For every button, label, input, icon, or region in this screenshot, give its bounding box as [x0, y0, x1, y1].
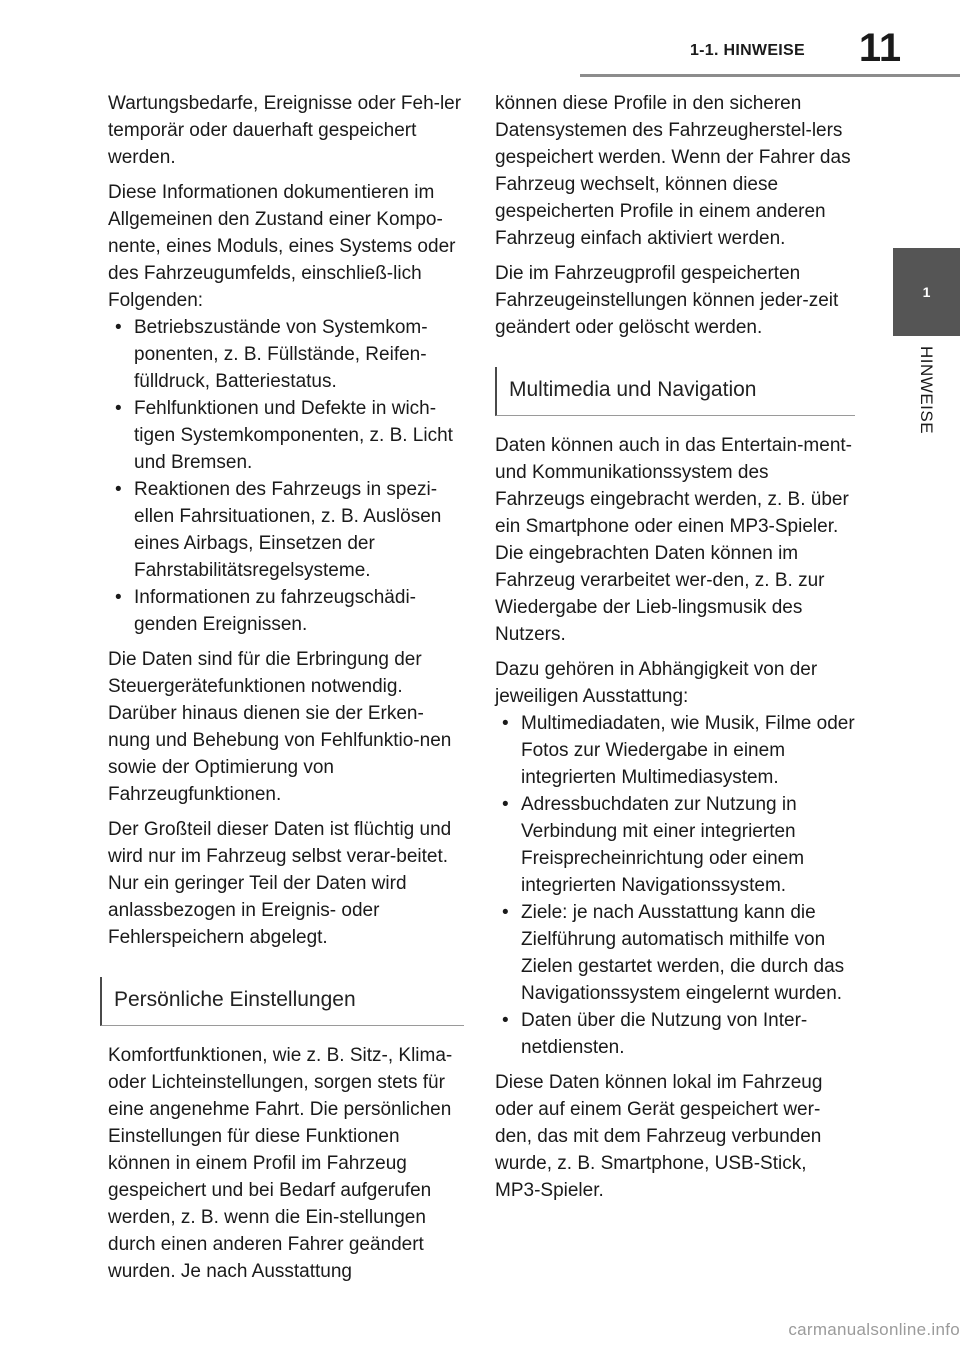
watermark: carmanualsonline.info [788, 1320, 960, 1339]
page-number: 11 [858, 26, 902, 70]
chapter-number: 1 [922, 284, 931, 300]
paragraph: Komfortfunktionen, wie z. B. Sitz-, Klima- oder Lichteinstellungen, sorgen stets für eine angenehme Fahrt. Die persönlichen Einstellungen für diese Funktionen können in einem Profil im Fahrzeug gespeichert und bei Bedarf aufgerufen werden, z. B. wenn die Ein-stellungen durch einen anderen Fahrer geändert wurden. Je nach Ausstattung [108, 1045, 453, 1282]
bullet-list [108, 314, 464, 638]
paragraph: Die im Fahrzeugprofil gespeicherten Fahrzeugeinstellungen können jeder-zeit geändert oder gelöscht werden. [495, 263, 839, 338]
paragraph: Daten können auch in das Entertain-ment- und Kommunikationssystem des Fahrzeugs eingebracht werden, z. B. über ein Smartphone oder einen MP3-Spieler. Die eingebrachten Daten können im Fahrzeug verarbeitet wer-den, z. B. zur Wiedergabe der Lieb-lingsmusik des Nutzers. [495, 435, 852, 645]
section-heading-personal-settings: Persönliche Einstellungen [100, 977, 464, 1026]
header-divider [580, 74, 960, 77]
list-item: • Adressbuchdaten zur Nutzung in Verbindung mit einer integrierten Freisprecheinrichtung oder einem integrierten Navigationssystem. [495, 791, 855, 899]
section-title: 1-1. HINWEISE [689, 42, 805, 59]
list-item: • Reaktionen des Fahrzeugs in spezi-ellen Fahrsituationen, z. B. Auslösen eines Airbags, Einsetzen der Fahrstabilitätsregelsysteme. [108, 476, 464, 584]
chapter-tab [893, 248, 960, 336]
left-column [108, 90, 464, 1293]
list-item: • Informationen zu fahrzeugschädi-genden Ereignissen. [108, 584, 464, 638]
paragraph: Die Daten sind für die Erbringung der Steuergerätefunktionen notwendig. Darüber hinaus dienen sie der Erken-nung und Behebung von Fehlfunktio-nen sowie der Optimierung von Fahrzeugfunktionen. [108, 649, 452, 805]
paragraph: Der Großteil dieser Daten ist flüchtig und wird nur im Fahrzeug selbst verar-beitet. Nur ein geringer Teil der Daten wird anlassbezogen in Ereignis- oder Fehlerspeichern abgelegt. [108, 819, 452, 948]
paragraph: Wartungsbedarfe, Ereignisse oder Feh-ler temporär oder dauerhaft gespeichert werden. [108, 93, 462, 168]
chapter-side-label: HINWEISE [917, 346, 936, 435]
right-column [495, 90, 855, 1212]
paragraph: Dazu gehören in Abhängigkeit von der jeweiligen Ausstattung: [495, 659, 818, 707]
paragraph: Diese Daten können lokal im Fahrzeug oder auf einem Gerät gespeichert wer-den, das mit dem Fahrzeug verbunden wurde, z. B. Smartphone, USB-Stick, MP3-Spieler. [495, 1072, 823, 1201]
list-item: • Multimediadaten, wie Musik, Filme oder Fotos zur Wiedergabe in einem integrierten Multimediasystem. [495, 710, 855, 791]
list-item: • Betriebszustände von Systemkom-ponenten, z. B. Füllstände, Reifen-fülldruck, Batteriestatus. [108, 314, 464, 395]
paragraph: können diese Profile in den sicheren Datensystemen des Fahrzeugherstel-lers gespeichert werden. Wenn der Fahrer das Fahrzeug wechselt, können diese gespeicherten Profile in einem anderen Fahrzeug einfach aktiviert werden. [495, 93, 851, 249]
bullet-list [495, 710, 855, 1061]
list-item: • Fehlfunktionen und Defekte in wich-tigen Systemkomponenten, z. B. Licht und Bremsen. [108, 395, 464, 476]
list-item: • Daten über die Nutzung von Inter-netdiensten. [495, 1007, 855, 1061]
paragraph: Diese Informationen dokumentieren im Allgemeinen den Zustand einer Kompo-nente, eines Moduls, eines Systems oder des Fahrzeugumfelds, einschließ-lich Folgenden: [108, 182, 456, 311]
list-item: • Ziele: je nach Ausstattung kann die Zielführung automatisch mithilfe von Zielen gestartet werden, die durch das Navigationssystem eingelernt wurden. [495, 899, 855, 1007]
section-heading-multimedia-navigation: Multimedia und Navigation [495, 367, 855, 416]
